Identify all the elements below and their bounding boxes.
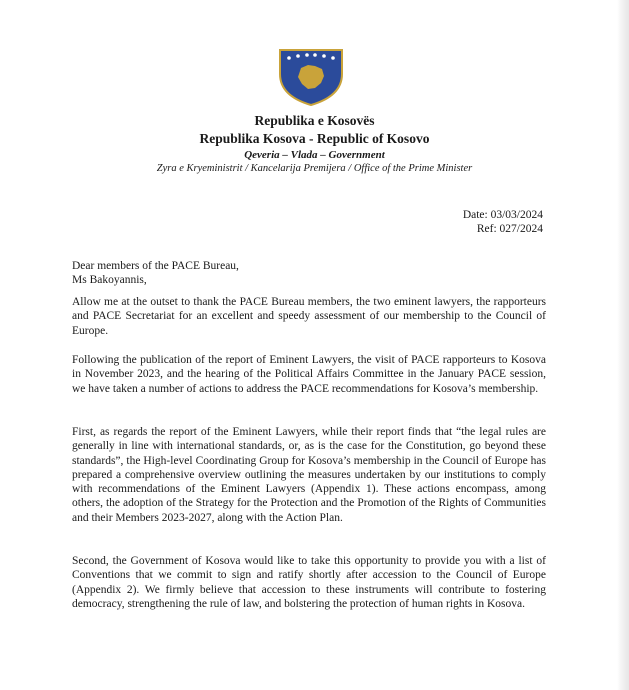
page-edge-shadow: [617, 0, 629, 690]
date-reference-block: [463, 208, 543, 236]
letterhead-line-1: Republika e Kosovës: [254, 113, 375, 128]
salutation-line-2: Ms Bakoyannis,: [72, 274, 147, 286]
letterhead-line-4: Zyra e Kryeministrit / Kancelarija Premijera / Office of the Prime Minister: [156, 163, 473, 174]
body-paragraph-2: Following the publication of the report of Eminent Lawyers, the visit of PACE rapporteurs to Kosova in November 2023, and the hearing of the Political Affairs Committee in the January PACE session, we have taken a number of actions to address the PACE recommendations for Kosova’s membership.: [72, 354, 546, 395]
body-paragraph-4: Second, the Government of Kosova would like to take this opportunity to provide you with a list of Conventions that we commit to sign and ratify shortly after accession to the Council of Europe (Appendix 2). We firmly believe that accession to these instruments will contribute to fostering democracy, strengthening the rule of law, and bolstering the protection of human rights in Kosova.: [72, 555, 546, 610]
reference-line: Ref: 027/2024: [476, 223, 543, 235]
letterhead-line-2: Republika Kosova - Republic of Kosovo: [199, 131, 430, 146]
letterhead: [0, 112, 629, 176]
body-paragraph-1: Allow me at the outset to thank the PACE Bureau members, the two eminent lawyers, the rapporteurs and PACE Secretariat for an excellent and speedy assessment of our membership to the Council of Europe.: [72, 296, 546, 337]
kosovo-coat-of-arms-icon: [277, 48, 345, 106]
date-line: Date: 03/03/2024: [462, 209, 543, 221]
salutation-line-1: Dear members of the PACE Bureau,: [72, 260, 239, 272]
letterhead-line-3: Qeveria – Vlada – Government: [244, 149, 385, 161]
salutation: [72, 259, 239, 287]
body-paragraph-3: First, as regards the report of the Eminent Lawyers, while their report finds that “the legal rules are generally in line with international standards, or, as is the case for the Constitution, go beyond these standards”, the High-level Coordinating Group for Kosova’s membership in the Council of Europe has prepared a comprehensive overview outlining the measures undertaken by our institutions to comply with recommendations of the Eminent Lawyers (Appendix 1). These actions encompass, among others, the adoption of the Strategy for the Protection and the Promotion of the Rights of Communities and their Members 2023-2027, along with the Action Plan.: [72, 426, 546, 524]
